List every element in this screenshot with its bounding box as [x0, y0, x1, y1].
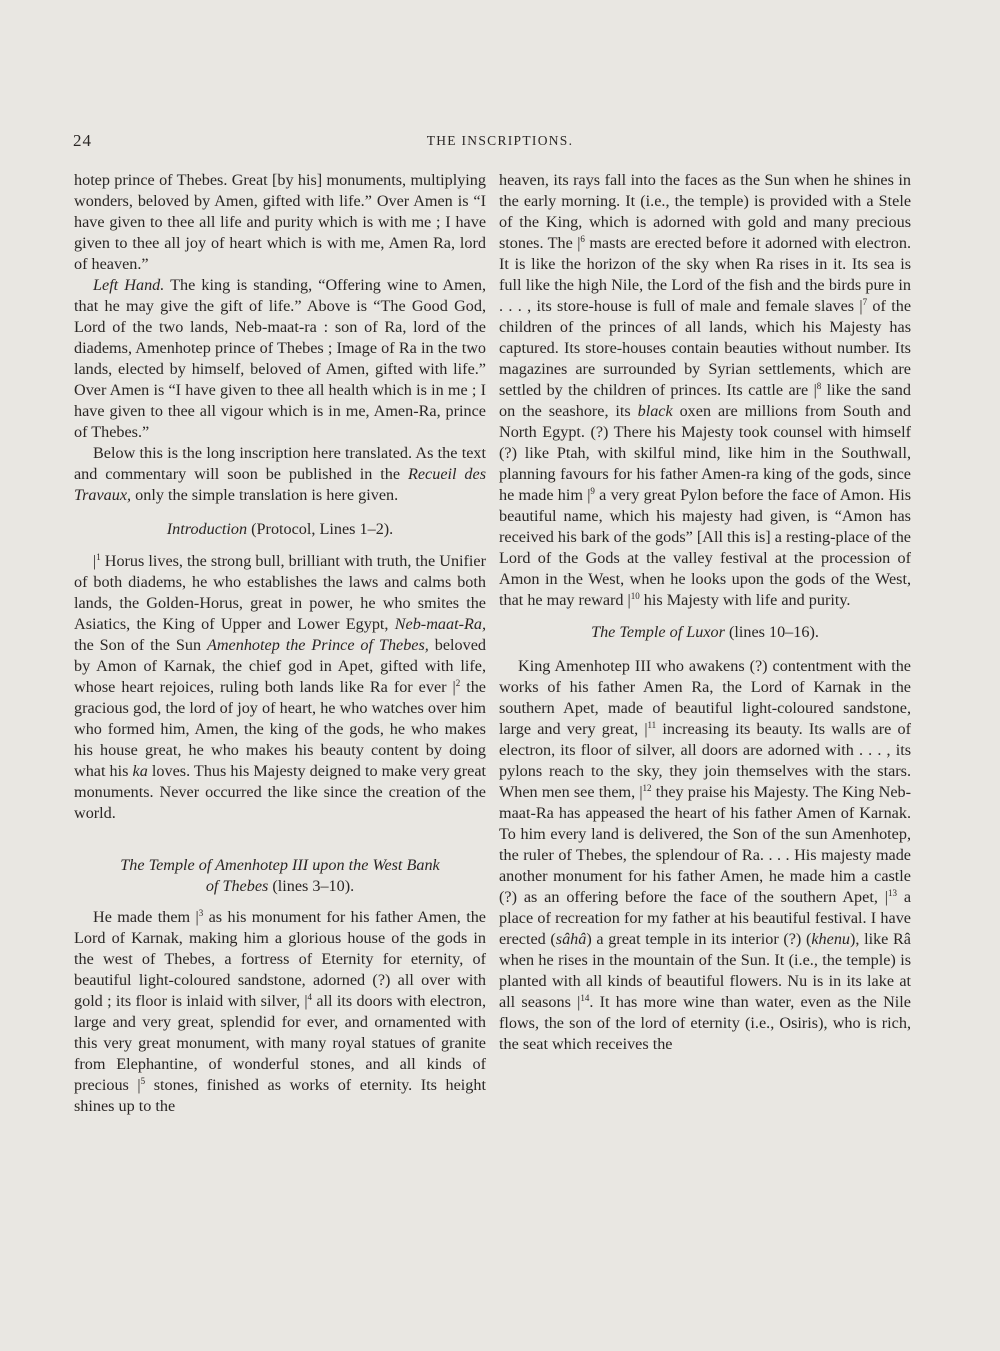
line-number: 11 [647, 720, 657, 730]
line-number: 10 [630, 591, 640, 601]
paragraph: King Amenhotep III who awakens (?) contentment with the works of his father Amen Ra, the Lord of Karnak in the southern Apet, made of beautiful light-coloured sandstone, large and very great, $|^{11}$ increasing its beauty. Its walls are of electron, its floor of silver, all doors are adorned with . . . , its pylons reach to the sky, they join themselves with the stars. When men see them, $|^{12}$ they praise his Majesty. The King Neb-maat-Ra has appeased the heart of his father Amen of Karnak. To him every land is delivered, the Son of the sun Amenhotep, the ruler of Thebes, the splendour of Ra. . . . His majesty made another monument for his father Amen, he made him a castle (?) as an offering before the face of the southern Apet, $|^{13}$ a place of recreation for my father at his beautiful festival. I have erected (sâhâ) a great temple in its interior (?) (khenu), like Râ when he rises in the mountain of the Sun. It (i.e., the temple) is planted with all kinds of beautiful flowers. Nu is in its lake at all seasons $|^{14}$. It has more wine than water, even as the Nile flows, the son of the lord of eternity (i.e., Osiris), who is rich, the seat which receives the [499, 657, 911, 1053]
paragraph: Left Hand. The king is standing, “Offering wine to Amen, that he may give the gift of life.” Above is “The Good God, Lord of the two lands, Neb-maat-ra : son of Ra, lord of the diadems, Amenhotep prince of Thebes ; Image of Ra in the two lands, elected by himself, beloved of Amen, gifted with life.” Over Amen is “I have given to thee all health which is in me ; I have given to thee all vigour which is in me, Amen-Ra, prince of Thebes.” [74, 276, 487, 441]
page-number: 24 [73, 131, 92, 150]
section-heading: The Temple of Amenhotep III upon the West Bank of Thebes (lines 3–10). [120, 856, 440, 895]
section-label: Left Hand. [93, 276, 165, 294]
line-marker: | [93, 553, 97, 570]
paragraph: hotep prince of Thebes. Great [by his] monuments, multiplying wonders, beloved by Amen, gifted with life.” Over Amen is “I have given to thee all life and purity which is with me ; I have given to thee all joy of heart which is with me, Amen Ra, lord of heaven.” [74, 171, 486, 273]
line-marker: | [577, 235, 581, 252]
line-number: 9 [590, 486, 595, 496]
left-column [74, 170, 486, 1117]
line-marker: | [587, 487, 591, 504]
right-column [499, 170, 911, 1055]
line-number: 12 [642, 783, 652, 793]
line-marker: | [859, 298, 863, 315]
line-marker: | [884, 889, 888, 906]
line-marker: | [304, 993, 308, 1010]
line-number: 3 [198, 908, 204, 918]
line-number: 6 [580, 234, 585, 244]
line-number: 8 [816, 381, 822, 391]
line-number: 4 [307, 992, 313, 1002]
running-title: THE INSCRIPTIONS. [426, 133, 574, 148]
journal-title: Recueil des Travaux, [74, 465, 486, 504]
line-marker: | [577, 994, 581, 1011]
paragraph: He made them $|^3$ as his monument for his father Amen, the Lord of Karnak, making him a glorious house of the gods in the west of Thebes, a fortress of Eternity for eternity, of beautiful light-coloured sandstone, adorned (?) all over with gold ; its floor is inlaid with silver, $|^4$ all its doors with electron, large and very great, splendid for ever, and ornamented with this very great monument, with many royal statues of granite from Elephantine, of wonderful stones, and all kinds of precious $|^5$ stones, finished as works of eternity. Its height shines up to the [74, 908, 487, 1115]
line-number: 7 [862, 297, 868, 307]
line-number: 1 [96, 552, 101, 562]
paragraph: $|^1$ Horus lives, the strong bull, brilliant with truth, the Unifier of both diadems, he who establishes the laws and calms both lands, the Golden-Horus, great in power, he who smites the Asiatics, the King of Upper and Lower Egypt, Neb-maat-Ra, the Son of the Sun Amenhotep the Prince of Thebes, beloved by Amon of Karnak, the chief god in Apet, gifted with life, whose heart rejoices, ruling both lands like Ra for ever $|^2$ the gracious god, the lord of joy of heart, he who watches over him who formed him, Amen, the king of the gods, he who makes his house great, he who makes his beauty content by doing what his ka loves. Thus his Majesty deigned to make very great monuments. Never occurred the like since the creation of the world. [74, 552, 487, 822]
line-marker: | [627, 592, 631, 609]
line-marker: | [195, 909, 199, 926]
line-number: 13 [887, 888, 897, 898]
line-marker: | [137, 1077, 141, 1094]
section-heading: The Temple of Luxor (lines 10–16). [591, 623, 819, 641]
line-number: 14 [580, 993, 590, 1003]
paragraph: heaven, its rays fall into the faces as the Sun when he shines in the early morning. It (i.e., the temple) is provided with a Stele of the King, which is adorned with gold and many precious stones. The $|^6$ masts are erected before it adorned with electron. It is like the horizon of the sky when Ra rises in it. Its sea is full like the high Nile, the Lord of the fish and the birds pure in . . . , its store-house is full of male and female slaves $|^7$ of the children of the princes of all lands, which his Majesty has captured. Its store-houses contain beauties without number. Its magazines are surrounded by Syrian settlements, which are settled by the children of princes. Its cattle are $|^8$ like the sand on the seashore, its black oxen are millions from South and North Egypt. (?) There his Majesty took counsel with himself (?) like Ptah, with skilful mind, like him in the Southwall, planning favours for his father Amen-ra king of the gods, since he made him $|^9$ a very great Pylon before the face of Amon. His beautiful name, which his majesty had given, is “Amon has received his bark of the gods” [All this is] a resting-place of the Lord of the Gods at the valley festival at the procession of Amon in the West, when he looks upon the gods of the West, that he may reward $|^{10}$ his Majesty with life and purity. [499, 171, 912, 609]
line-marker: | [644, 721, 648, 738]
line-marker: | [452, 679, 456, 696]
line-marker: | [813, 382, 817, 399]
section-heading: Introduction (Protocol, Lines 1–2). [166, 520, 394, 538]
line-number: 5 [140, 1076, 146, 1086]
line-number: 2 [455, 678, 461, 688]
line-marker: | [639, 784, 643, 801]
paragraph: Below this is the long inscription here translated. As the text and commentary will soon be published in the Recueil des Travaux, only the simple translation is here given. [74, 444, 486, 504]
